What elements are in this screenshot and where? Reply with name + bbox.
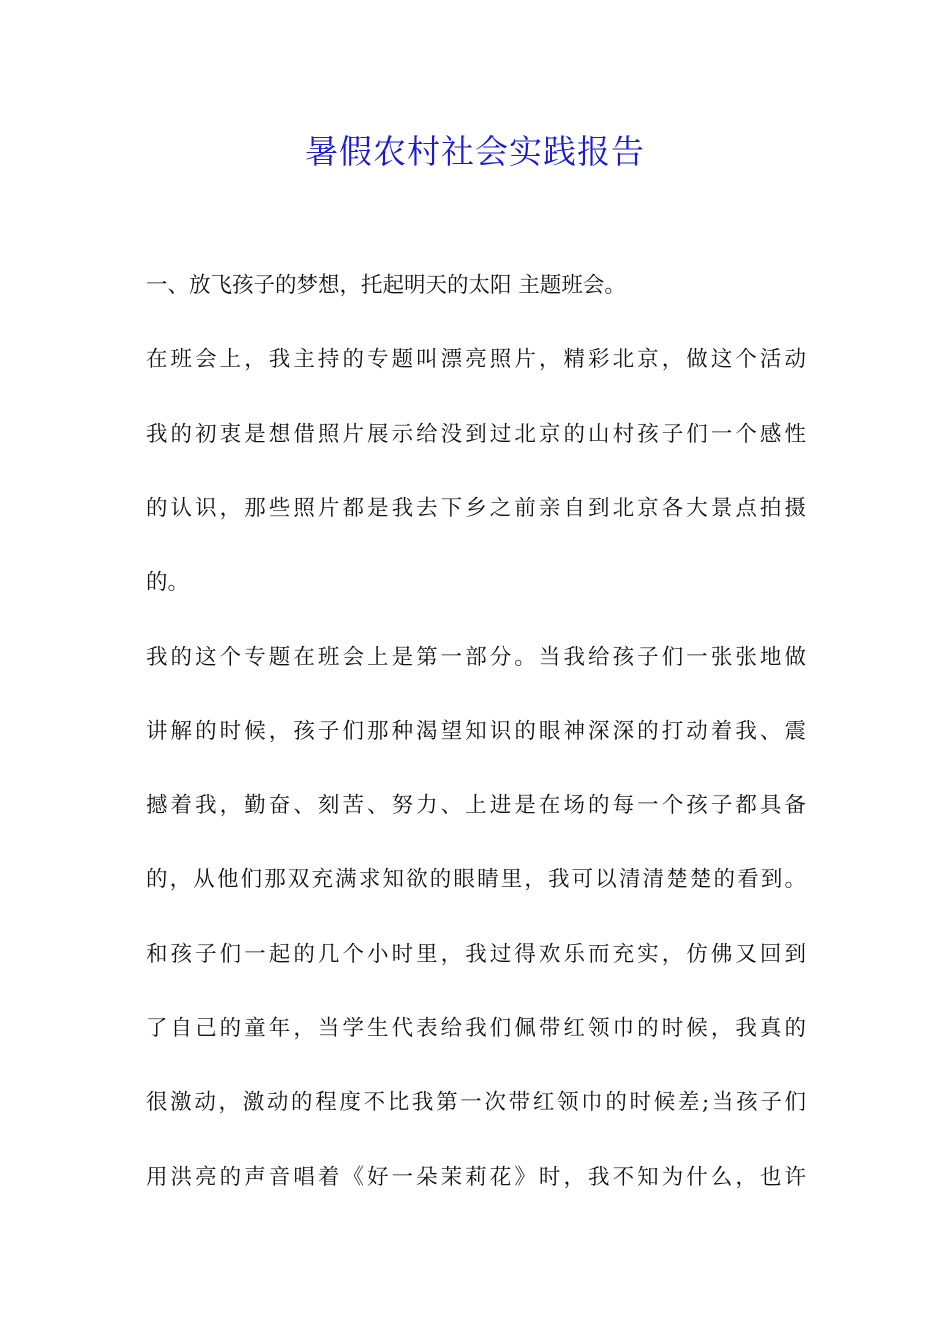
text-line-13: 用洪亮的声音唱着《好一朵茉莉花》时，我不知为什么，也许 (146, 1165, 806, 1190)
text-line-11: 了自己的童年，当学生代表给我们佩带红领巾的时候，我真的 (146, 1016, 806, 1041)
text-line-7: 讲解的时候，孩子们那种渴望知识的眼神深深的打动着我、震 (146, 719, 806, 744)
text-line-6: 我的这个专题在班会上是第一部分。当我给孩子们一张张地做 (146, 645, 806, 670)
text-line-1: 一、放飞孩子的梦想，托起明天的太阳 主题班会。 (146, 273, 626, 298)
text-line-2: 在班会上，我主持的专题叫漂亮照片，精彩北京，做这个活动 (146, 347, 806, 372)
document-title: 暑假农村社会实践报告 (305, 132, 645, 171)
text-line-4: 的认识，那些照片都是我去下乡之前亲自到北京各大景点拍摄 (146, 496, 806, 521)
text-line-8: 撼着我，勤奋、刻苦、努力、上进是在场的每一个孩子都具备 (146, 793, 806, 818)
text-line-5: 的。 (146, 570, 190, 595)
text-line-3: 我的初衷是想借照片展示给没到过北京的山村孩子们一个感性 (146, 422, 806, 447)
text-line-12: 很激动，激动的程度不比我第一次带红领巾的时候差;当孩子们 (146, 1090, 806, 1115)
text-line-10: 和孩子们一起的几个小时里，我过得欢乐而充实，仿佛又回到 (146, 942, 806, 967)
text-line-9: 的，从他们那双充满求知欲的眼睛里，我可以清清楚楚的看到。 (146, 867, 806, 892)
